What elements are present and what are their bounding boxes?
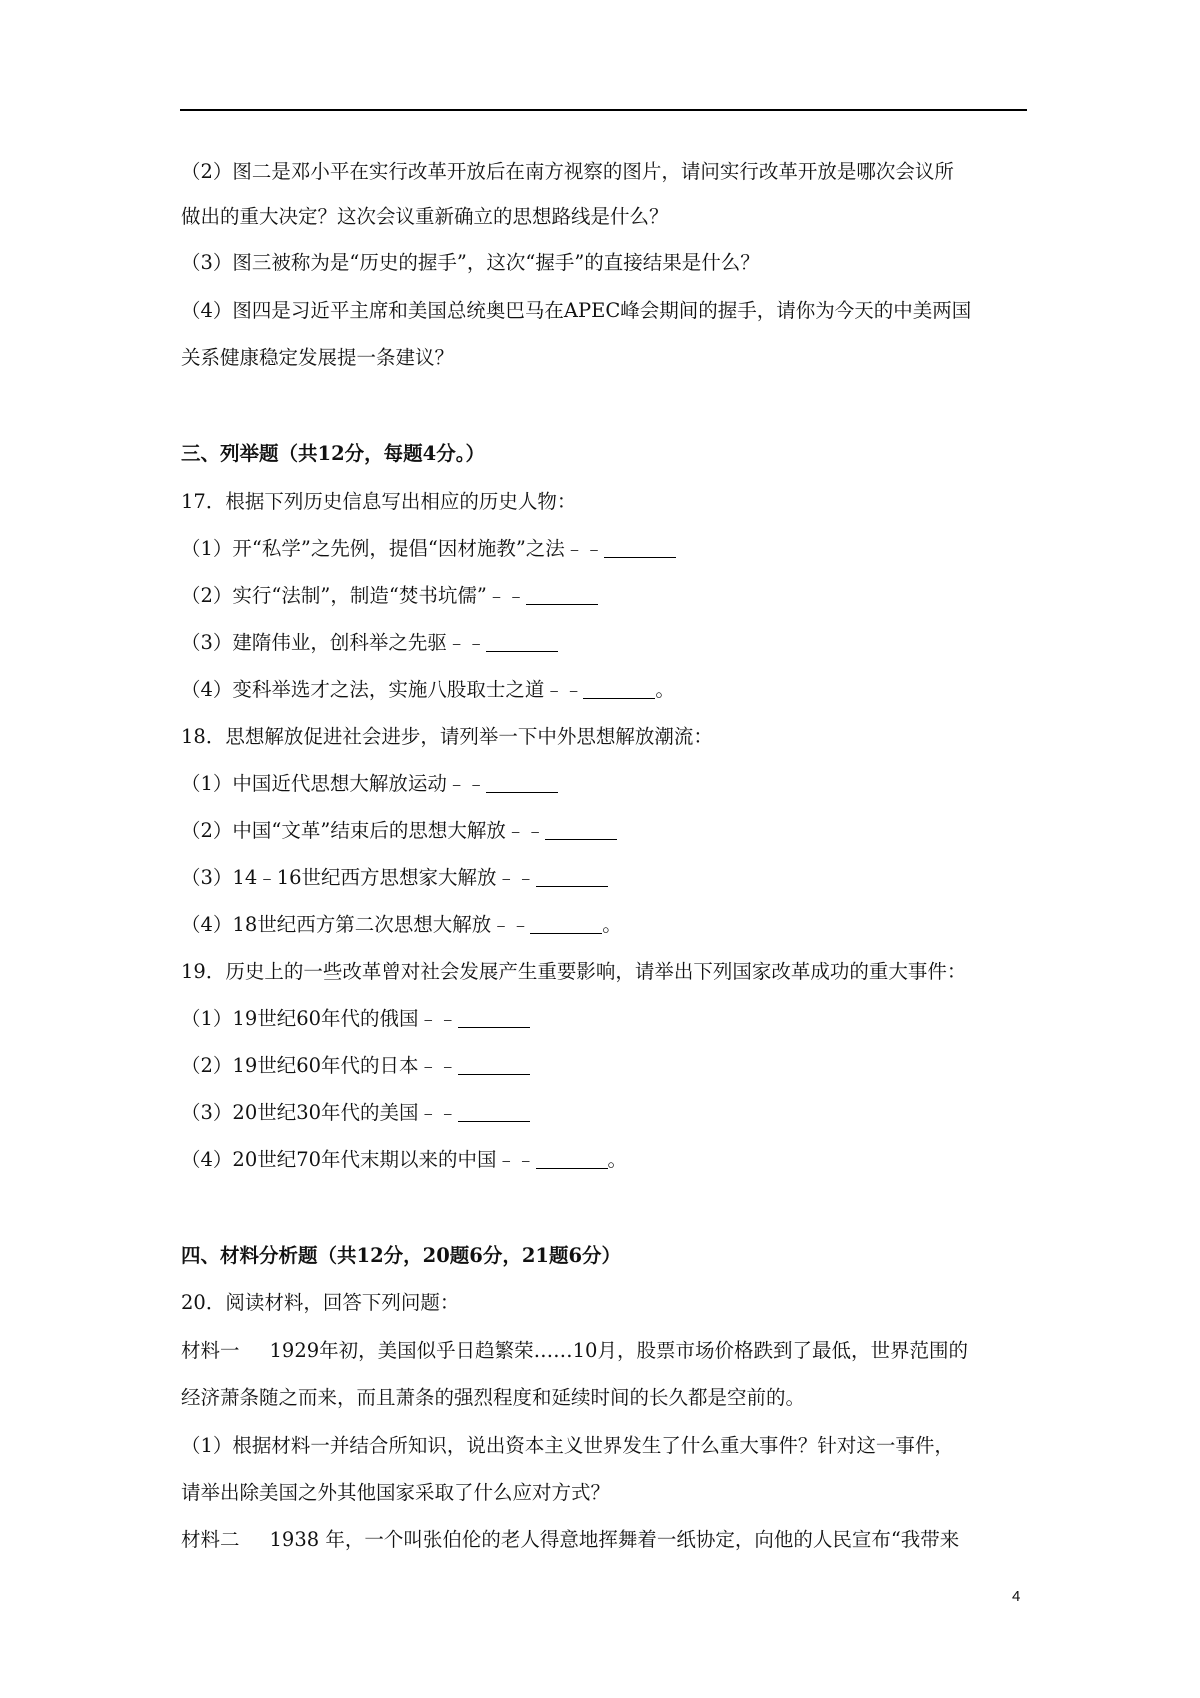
answer-blank[interactable] [583, 678, 655, 699]
q19-item-2-text: （2）19世纪60年代的日本﹣﹣ [181, 1054, 458, 1077]
q18-item-1-text: （1）中国近代思想大解放运动﹣﹣ [181, 772, 486, 795]
q17-end-mark: 。 [655, 678, 675, 701]
q19-item-3-text: （3）20世纪30年代的美国﹣﹣ [181, 1101, 458, 1124]
q18-end-mark: 。 [602, 913, 622, 936]
q17-item-4-text: （4）变科举选才之法，实施八股取士之道﹣﹣ [181, 678, 584, 701]
q20-question1-line1: （1）根据材料一并结合所知识，说出资本主义世界发生了什么重大事件？针对这一事件， [181, 1434, 954, 1457]
answer-blank[interactable] [458, 1007, 530, 1028]
q16-part3: （3）图三被称为是“历史的握手”，这次“握手”的直接结果是什么？ [181, 251, 760, 274]
q16-part4-line2: 关系健康稳定发展提一条建议？ [181, 346, 455, 369]
material-1-text: 1929年初，美国似乎日趋繁荣……10月，股票市场价格跌到了最低，世界范围的 [269, 1339, 968, 1362]
answer-blank[interactable] [486, 631, 558, 652]
q19-item-1 [181, 1007, 530, 1031]
q20-stem: 20．阅读材料，回答下列问题： [181, 1291, 460, 1314]
q18-stem: 18．思想解放促进社会进步，请列举一下中外思想解放潮流： [181, 725, 713, 748]
q17-item-2-text: （2）实行“法制”，制造“焚书坑儒”﹣﹣ [181, 584, 526, 607]
q20-question1-line2: 请举出除美国之外其他国家采取了什么应对方式？ [181, 1481, 611, 1504]
q19-end-mark: 。 [607, 1148, 628, 1171]
material-2-line1 [181, 1528, 959, 1552]
answer-blank[interactable] [526, 584, 598, 605]
q18-item-2-text: （2）中国“文革”结束后的思想大解放﹣﹣ [181, 819, 545, 842]
answer-blank[interactable] [486, 772, 558, 793]
q18-item-3 [181, 866, 608, 890]
material-2-label: 材料二 [181, 1528, 240, 1551]
q17-item-3 [181, 631, 558, 655]
q19-stem: 19．历史上的一些改革曾对社会发展产生重要影响，请举出下列国家改革成功的重大事件： [181, 960, 967, 983]
q17-item-3-text: （3）建隋伟业，创科举之先驱﹣﹣ [181, 631, 486, 654]
answer-blank[interactable] [604, 537, 676, 558]
material-1-line1 [181, 1339, 968, 1363]
q18-item-4 [181, 913, 622, 937]
page-number: 4 [1012, 1588, 1021, 1605]
q16-part2-line1: （2）图二是邓小平在实行改革开放后在南方视察的图片，请问实行改革开放是哪次会议所 [181, 160, 954, 183]
q19-item-4-text: （4）20世纪70年代末期以来的中国﹣﹣ [181, 1148, 536, 1171]
q17-item-2 [181, 584, 598, 608]
q16-part4-line1: （4）图四是习近平主席和美国总统奥巴马在APEC峰会期间的握手，请你为今天的中美两国 [181, 299, 972, 322]
material-1-label: 材料一 [181, 1339, 240, 1362]
q17-stem: 17．根据下列历史信息写出相应的历史人物： [181, 490, 577, 513]
q19-item-1-text: （1）19世纪60年代的俄国﹣﹣ [181, 1007, 458, 1030]
answer-blank[interactable] [536, 866, 608, 887]
material-1-line2: 经济萧条随之而来，而且萧条的强烈程度和延续时间的长久都是空前的。 [181, 1386, 806, 1409]
q19-item-2 [181, 1054, 530, 1078]
material-2-text: 1938 年，一个叫张伯伦的老人得意地挥舞着一纸协定，向他的人民宣布“我带来 [269, 1528, 960, 1551]
answer-blank[interactable] [458, 1054, 530, 1075]
q19-item-3 [181, 1101, 530, 1125]
section4-title: 四、材料分析题（共12分，20题6分，21题6分） [181, 1244, 622, 1267]
header-rule [180, 109, 1027, 111]
q17-item-1 [181, 537, 676, 561]
q17-item-1-text: （1）开“私学”之先例，提倡“因材施教”之法﹣﹣ [181, 537, 604, 560]
q18-item-4-text: （4）18世纪西方第二次思想大解放﹣﹣ [181, 913, 531, 936]
q19-item-4 [181, 1148, 627, 1172]
answer-blank[interactable] [536, 1148, 608, 1169]
q16-part2-line2: 做出的重大决定？这次会议重新确立的思想路线是什么？ [181, 205, 669, 228]
q18-item-2 [181, 819, 617, 843]
q17-item-4 [181, 678, 675, 702]
q18-item-1 [181, 772, 558, 796]
answer-blank[interactable] [545, 819, 617, 840]
answer-blank[interactable] [530, 913, 602, 934]
q18-item-3-text: （3）14﹣16世纪西方思想家大解放﹣﹣ [181, 866, 536, 889]
answer-blank[interactable] [458, 1101, 530, 1122]
section3-title: 三、列举题（共12分，每题4分。） [181, 442, 485, 465]
